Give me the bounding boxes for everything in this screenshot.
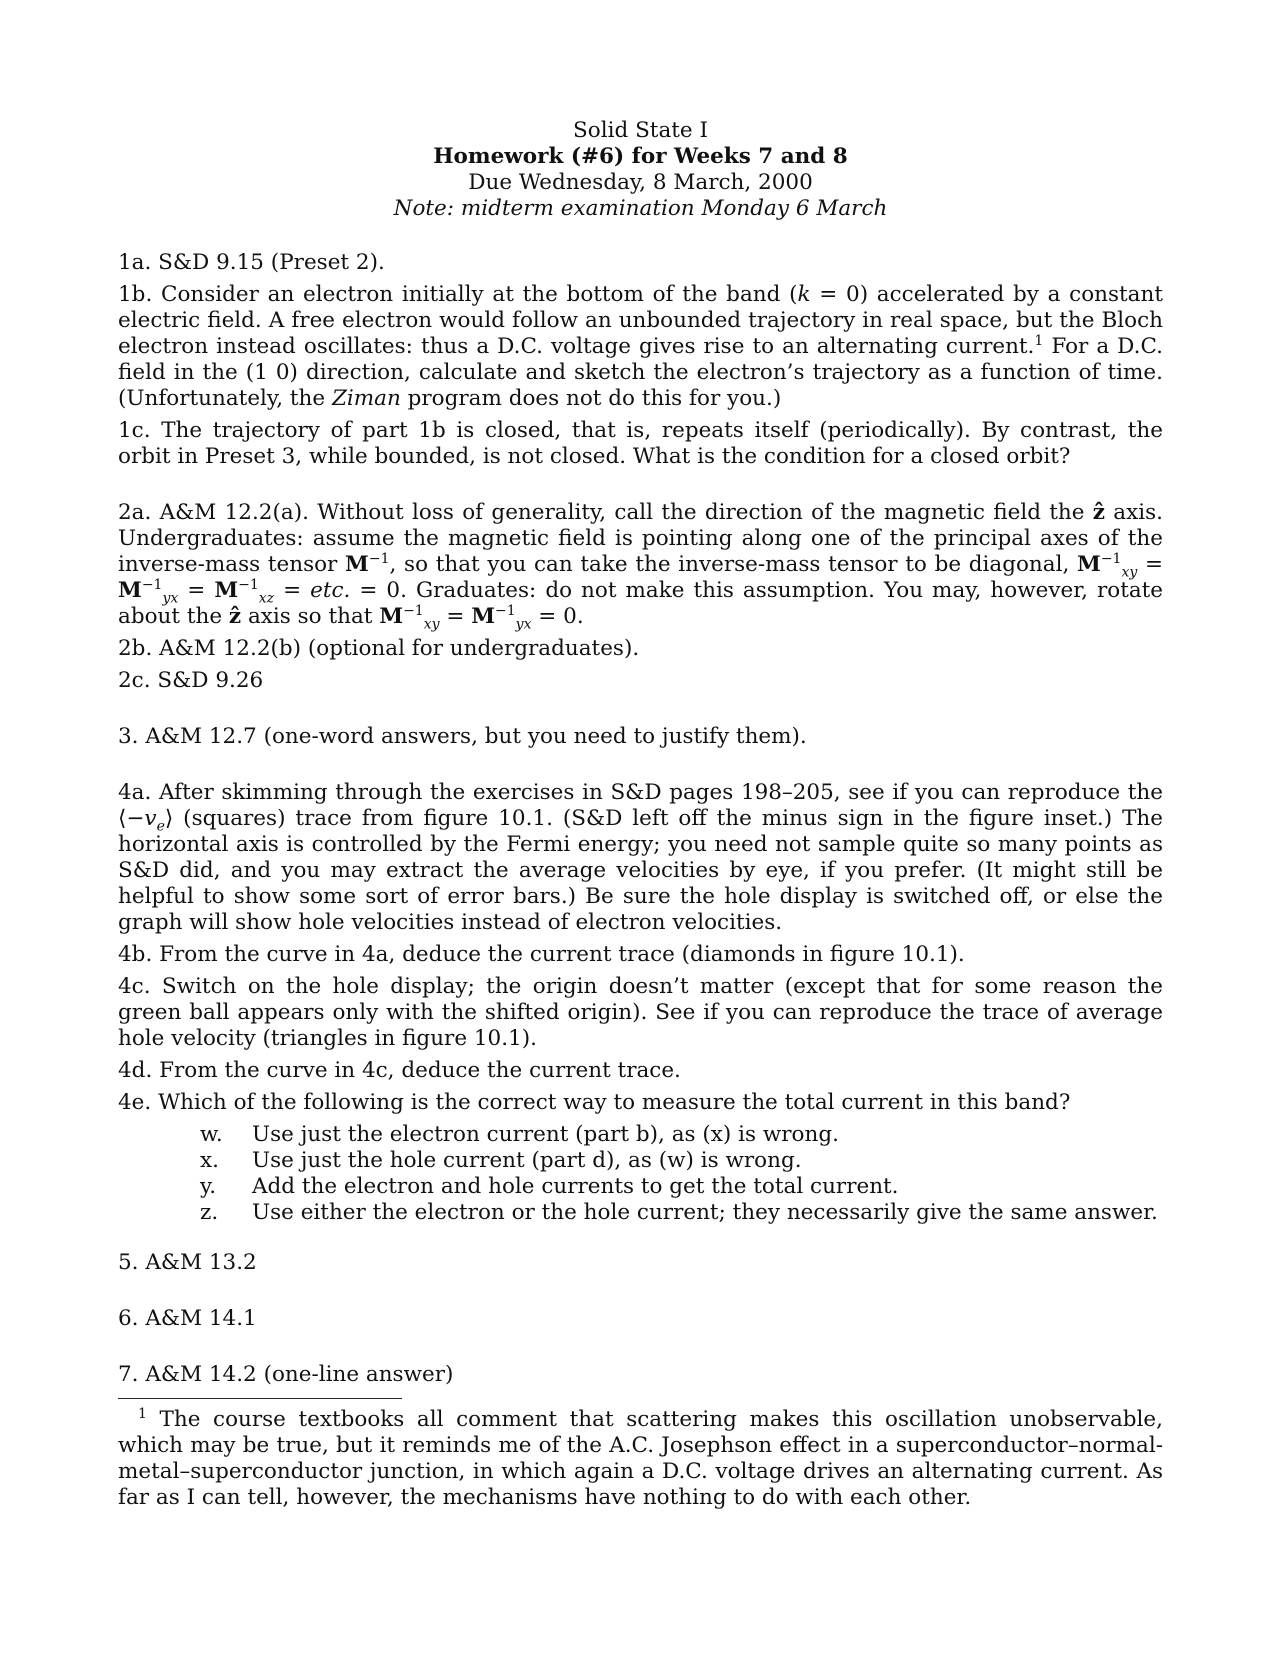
problem-4d: 4d. From the curve in 4c, deduce the current trace. — [118, 1058, 681, 1083]
problem-2b: 2b. A&M 12.2(b) (optional for undergraduates). — [118, 636, 640, 661]
option-item: w. Use just the electron current (part b), as (x) is wrong. — [200, 1122, 839, 1147]
document-page — [118, 118, 1163, 1517]
footnote-number: 1 — [138, 1405, 147, 1422]
footnote-rule — [118, 1398, 402, 1399]
footnote — [118, 1407, 1163, 1511]
problem-7: 7. A&M 14.2 (one-line answer) — [118, 1362, 454, 1387]
problem-5: 5. A&M 13.2 — [118, 1250, 257, 1275]
problem-6: 6. A&M 14.1 — [118, 1306, 257, 1331]
homework-title: Homework (#6) for Weeks 7 and 8 — [433, 144, 848, 169]
problem-1b: 1b. Consider an electron initially at the bottom of the band (k = 0) accelerated by a constant electric field. A free electron would follow an unbounded trajectory in real space, but the Bloch electron instead oscillates: thus a D.C. voltage gives rise to an alternating current.$^1$ For a D.C. field in the (1 0) direction, calculate and sketch the electron’s trajectory as a function of time. (Unfortunately, the Ziman program does not do this for you.) — [118, 282, 1164, 411]
answer-options — [118, 1122, 1163, 1226]
document-header — [118, 118, 1163, 222]
problem-2c: 2c. S&D 9.26 — [118, 668, 264, 693]
midterm-note: Note: midterm examination Monday 6 March — [393, 196, 888, 221]
footnote-marker: 1 — [1034, 332, 1044, 349]
problem-1c: 1c. The trajectory of part 1b is closed, that is, repeats itself (periodically). By contrast, the orbit in Preset 3, while bounded, is not closed. What is the condition for a closed orbit? — [118, 418, 1163, 469]
problem-4c: 4c. Switch on the hole display; the origin doesn’t matter (except that for some reason the green ball appears only with the shifted origin). See if you can reproduce the trace of average hole velocity (triangles in figure 10.1). — [118, 974, 1163, 1051]
option-item: y. Add the electron and hole currents to get the total current. — [200, 1174, 899, 1199]
course-name: Solid State I — [573, 118, 708, 143]
problem-4b: 4b. From the curve in 4a, deduce the current trace (diamonds in figure 10.1). — [118, 942, 965, 967]
footnote-text: The course textbooks all comment that scattering makes this oscillation unobservable, which may be true, but it reminds me of the A.C. Josephson effect in a superconductor–normal-metal–superconductor junction, in which again a D.C. voltage drives an alternating current. As far as I can tell, however, the mechanisms have nothing to do with each other. — [118, 1407, 1163, 1510]
problem-4a: 4a. After skimming through the exercises in S&D pages 198–205, see if you can reproduce the $⟨-v_e⟩$ (squares) trace from figure 10.1. (S&D left off the minus sign in the figure inset.) The horizontal axis is controlled by the Fermi energy; you need not sample quite so many points as S&D did, and you may extract the average velocities by eye, if you prefer. (It might still be helpful to show some sort of error bars.) Be sure the hole display is switched off, or else the graph will show hole velocities instead of electron velocities. — [118, 780, 1163, 935]
problem-3: 3. A&M 12.7 (one-word answers, but you need to justify them). — [118, 724, 807, 749]
problem-4e: 4e. Which of the following is the correct way to measure the total current in this band? — [118, 1090, 1071, 1115]
option-item: z. Use either the electron or the hole current; they necessarily give the same answer. — [200, 1200, 1158, 1225]
problem-2a: 2a. A&M 12.2(a). Without loss of generality, call the direction of the magnetic field the ẑ axis. Undergraduates: assume the magnetic field is pointing along one of the principal axes of the inverse-mass tensor $M^{-1}$, so that you can take the inverse-mass tensor to be diagonal, $M^{-1}_{xy} = M^{-1}_{yx} = M^{-1}_{xz}$ = etc. = 0. Graduates: do not make this assumption. You may, however, rotate about the ẑ axis so that $M^{-1}_{xy} = M^{-1}_{yx} = 0$. — [118, 500, 1164, 633]
due-date: Due Wednesday, 8 March, 2000 — [468, 170, 813, 195]
option-item: x. Use just the hole current (part d), as (w) is wrong. — [200, 1148, 802, 1173]
problem-1a: 1a. S&D 9.15 (Preset 2). — [118, 250, 385, 275]
